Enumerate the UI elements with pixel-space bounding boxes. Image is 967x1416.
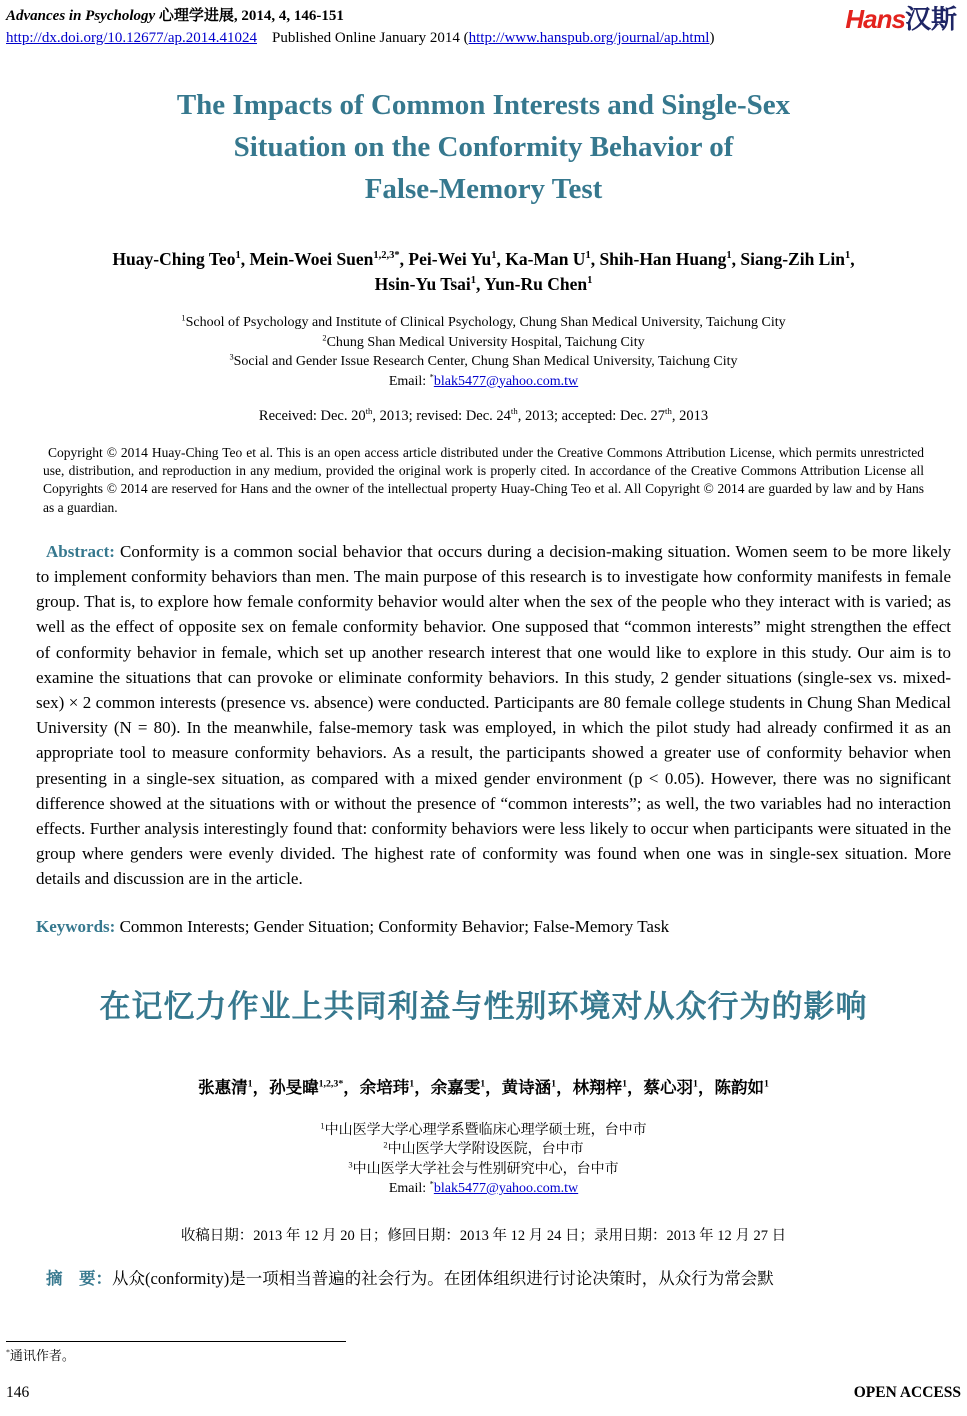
- affiliation: $^1$School of Psychology and Institute of Clinical Psychology, Chung Shan Medical University, Taichung City: [181, 313, 786, 330]
- received-dates-english: Received: Dec. 20th, 2013; revised: Dec. 24th, 2013; accepted: Dec. 27th, 2013: [258, 406, 709, 424]
- issue-info: , 2014, 4, 146-151: [233, 8, 344, 24]
- authors-english: [0, 247, 967, 297]
- footnote-rule: [6, 1341, 346, 1342]
- author: 黄诗涵$^1$，: [501, 1077, 573, 1097]
- journal-info: [6, 5, 714, 49]
- journal-name-english: Advances in Psychology: [6, 8, 156, 24]
- author: Hsin-Yu Tsai$^1$,: [374, 274, 485, 294]
- journal-line: [6, 5, 714, 27]
- email-line: Email: *blak5477@yahoo.com.tw: [388, 371, 579, 389]
- title-line-1: The Impacts of Common Interests and Single-Sex: [176, 89, 791, 121]
- author: Mein-Woei Suen$^{1,2,3*}$,: [249, 249, 409, 269]
- author: 林翔梓$^1$，: [572, 1077, 644, 1097]
- article-title-english: [0, 84, 967, 210]
- received-dates-chinese: 收稿日期：2013 年 12 月 20 日；修回日期：2013 年 12 月 24 日；录用日期：2013 年 12 月 27 日: [180, 1227, 787, 1244]
- hans-logo-chinese: 汉斯: [904, 4, 957, 34]
- abstract-english: [36, 539, 951, 892]
- authors-english-line-1: [0, 247, 967, 272]
- published-text-close: ): [709, 30, 715, 46]
- doi-link[interactable]: http://dx.doi.org/10.12677/ap.2014.41024: [6, 30, 257, 46]
- keywords-text: Common Interests; Gender Situation; Conformity Behavior; False-Memory Task: [119, 916, 670, 936]
- doi-line: [6, 27, 714, 49]
- email-link[interactable]: blak5477@yahoo.com.tw: [433, 373, 579, 389]
- title-line-2: Situation on the Conformity Behavior of: [233, 131, 734, 163]
- hans-logo: [845, 5, 957, 33]
- abstract-chinese: [36, 1267, 951, 1291]
- author: Siang-Zih Lin$^1$,: [740, 249, 855, 269]
- footnote: [6, 1341, 961, 1364]
- abstract-label: Abstract:: [46, 541, 115, 561]
- hans-logo-latin: Hans: [845, 4, 905, 34]
- open-access-label: OPEN ACCESS: [853, 1384, 961, 1401]
- affiliation: $^1$中山医学大学心理学系暨临床心理学硕士班，台中市: [320, 1121, 647, 1138]
- authors-english-line-2: [0, 272, 967, 297]
- author: Ka-Man $U^1$,: [505, 249, 600, 269]
- authors-chinese: [0, 1074, 967, 1098]
- journal-homepage-link[interactable]: http://www.hanspub.org/journal/ap.html: [468, 30, 710, 46]
- email-line: Email: *blak5477@yahoo.com.tw: [388, 1179, 579, 1197]
- affiliation: $^2$Chung Shan Medical University Hospital, Taichung City: [322, 332, 645, 350]
- page-number: 146: [6, 1384, 30, 1401]
- affiliation: $^2$中山医学大学附设医院，台中市: [383, 1140, 584, 1158]
- journal-name-chinese: 心理学进展: [158, 8, 234, 24]
- title-line-3: False-Memory Test: [364, 173, 603, 205]
- keywords-line: [36, 914, 951, 939]
- corresponding-author-note: *通讯作者。: [6, 1347, 75, 1363]
- author: 孙旻暐$^{1,2,3*}$，: [269, 1077, 360, 1097]
- spacer: [257, 30, 272, 46]
- affiliation: $^3$Social and Gender Issue Research Center, Chung Shan Medical University, Taichung City: [229, 352, 738, 369]
- article-title-chinese: 在记忆力作业上共同利益与性别环境对从众行为的影响: [99, 988, 868, 1024]
- author: Shih-Han Huang$^1$,: [599, 249, 741, 269]
- author: 余嘉雯$^1$，: [430, 1077, 502, 1097]
- abstract-chinese-text: 从众(conformity)是一项相当普遍的社会行为。在团体组织进行讨论决策时，从众行为常会默: [112, 1268, 774, 1288]
- author: 陈韵如$^1$: [714, 1077, 769, 1097]
- author: 张惠清$^1$，: [198, 1077, 270, 1097]
- abstract-chinese-label: 摘 要：: [46, 1268, 112, 1288]
- page-header: [0, 0, 967, 49]
- author: Huay-Ching Teo$^1$,: [112, 249, 250, 269]
- author: 余培玮$^1$，: [359, 1077, 431, 1097]
- affiliations-chinese: [0, 1121, 967, 1199]
- page-footer: [6, 1384, 961, 1402]
- author: Pei-Wei Yu$^1$,: [408, 249, 506, 269]
- email-link[interactable]: blak5477@yahoo.com.tw: [433, 1181, 579, 1197]
- affiliation: $^3$中山医学大学社会与性别研究中心，台中市: [348, 1160, 619, 1177]
- affiliations-english: [0, 313, 967, 391]
- copyright-notice: Copyright © 2014 Huay-Ching Teo et al. This is an open access article distributed under the Creative Commons Attribution License, which permits unrestricted use, distribution, and reproduction in any medium, provided the original work is properly cited. In accordance of the Creative Commons Attribution License all Copyrights © 2014 are reserved for Hans and the owner of the intellectual property Huay-Ching Teo et al. All Copyright © 2014 are guarded by law and by Hans as a guardian.: [43, 445, 924, 515]
- author: Yun-Ru Chen$^1$: [484, 274, 593, 294]
- author: 蔡心羽$^1$，: [643, 1077, 715, 1097]
- published-text: Published Online January 2014 (: [271, 30, 469, 46]
- keywords-label: Keywords:: [36, 916, 116, 936]
- abstract-text: Conformity is a common social behavior that occurs during a decision-making situation. Women seem to be more likely to implement conformity behaviors than men. The main purpose of this research is to investigate how conformity manifests in female group. That is, to explore how female conformity behavior would alter when the sex of the people who they interact with is varied; as well as the effect of opposite sex on female conformity behavior. One supposed that “common interests” might strengthen the effect of conformity behavior in female, which set up another research interest that one would like to explore in this study. Our aim is to examine the situations that can provoke or eliminate conformity behaviors. In this study, 2 gender situations (single-sex vs. mixed-sex) × 2 common interests (presence vs. absence) were conducted. Participants are 80 female college students in Chung Shan Medical University (N = 80). In the meanwhile, false-memory task was employed, in which the pilot study had already confirmed it as an appropriate tool to measure conformity behaviors. As a result, the participants showed a greater use of conformity behavior when presenting in a single-sex situation, as compared with a mixed gender environment (p < 0.05). However, there was no significant difference showed at the situations with or without the presence of “common interests”; as well, the two variables had no interaction effects. Further analysis interestingly found that: conformity behaviors were less likely to occur when participants were situated in the group where genders were evenly divided. The highest rate of conformity was found when one was in single-sex situation. More details and discussion are in the article.: [36, 541, 951, 889]
